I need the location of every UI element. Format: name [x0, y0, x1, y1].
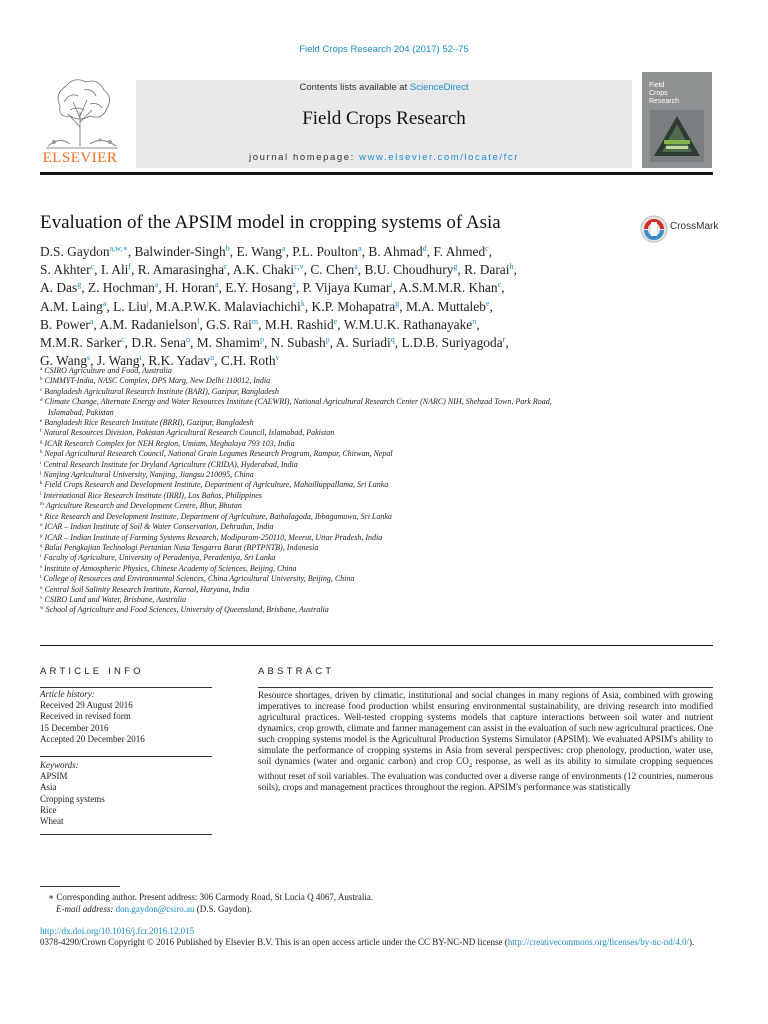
author-line: B. Power$^a$, A.M. Radanielson$^l$, G.S. Rai$^m$, M.H. Rashid$^e$, W.M.U.K. Rathanayake$^n$,	[40, 316, 480, 332]
author	[135, 244, 230, 259]
author-name: A.M. Laing	[40, 298, 103, 314]
article-history	[40, 689, 212, 745]
author-line: A.M. Laing$^a$, L. Liu$^j$, M.A.P.W.K. Malaviachichi$^k$, K.P. Mohapatra$^g$, M.A. Muttaleb$^e$,	[40, 298, 493, 314]
author-affiliation-marker[interactable]: b	[225, 244, 230, 253]
history-item: Received in revised form	[40, 711, 131, 722]
affiliation	[40, 397, 730, 407]
author	[40, 335, 125, 350]
cover-title: Field Crops Research	[649, 82, 679, 105]
history-item: Received 29 August 2016	[40, 700, 133, 711]
author-name: I. Ali	[100, 262, 129, 278]
affiliation	[40, 387, 730, 397]
affiliation-key: w	[40, 606, 44, 612]
affiliation-text: CSIRO Agriculture and Food, Australia	[44, 366, 172, 375]
author	[433, 244, 488, 259]
author	[101, 262, 131, 277]
affiliation-list	[40, 366, 730, 616]
affiliation	[40, 543, 730, 553]
affiliation-text: ICAR Research Complex for NEH Region, Umiam, Meghalaya 793 103, India	[44, 438, 295, 448]
abstract-heading: ABSTRACT	[258, 666, 335, 677]
affiliation-key: v	[40, 595, 43, 601]
author	[40, 280, 81, 295]
history-heading: Article history:	[40, 689, 95, 699]
author-affiliation-marker[interactable]: r	[224, 262, 227, 272]
author-affiliation-marker[interactable]: e	[333, 316, 338, 326]
author-name: F. Ahmed	[433, 244, 486, 259]
author-name: M.H. Rashid	[264, 316, 334, 332]
journal-cover-thumbnail	[642, 72, 712, 168]
author-email-link[interactable]: don.gaydon@csiro.au	[115, 903, 195, 914]
affiliation-key: r	[40, 554, 42, 560]
author	[138, 262, 227, 277]
affiliation-key: e	[40, 419, 43, 425]
history-item: Accepted 20 December 2016	[40, 733, 145, 744]
author-affiliation-marker[interactable]: i	[390, 280, 393, 290]
keywords-end-rule	[40, 834, 212, 835]
affiliation-text: International Rice Research Institute (IRRI), Los Baños, Philippines	[43, 490, 262, 500]
author-name: L.D.B. Suriyagoda	[401, 335, 503, 351]
affiliation	[40, 522, 730, 532]
author	[399, 280, 502, 295]
affiliation-key: i	[40, 460, 42, 466]
author	[401, 335, 505, 350]
crossmark-badge[interactable]	[640, 214, 720, 244]
author-affiliation-marker[interactable]: p	[325, 335, 330, 345]
author-line: G. Wang$^s$, J. Wang$^t$, R.K. Yadav$^u$, C.H. Roth$^v$	[40, 353, 280, 369]
author-affiliation-marker[interactable]: c	[90, 262, 95, 272]
footnote-rule	[40, 886, 120, 887]
keyword: Asia	[40, 782, 57, 793]
author-affiliation-marker[interactable]: o	[186, 335, 191, 345]
author	[365, 262, 458, 277]
sciencedirect-link[interactable]: ScienceDirect	[409, 82, 469, 93]
author	[156, 299, 305, 314]
keyword: Wheat	[40, 816, 64, 827]
author-affiliation-marker[interactable]: m	[251, 316, 259, 326]
affiliation	[40, 418, 730, 428]
affiliation-key: q	[40, 543, 43, 549]
author	[131, 335, 190, 350]
affiliation-text: ICAR – Indian Institute of Farming Systems Research, Modipuram-250110, Meerut, Uttar Pradesh, India	[44, 532, 383, 542]
affiliation-key: f	[40, 429, 42, 435]
author-affiliation-marker[interactable]: e	[485, 298, 490, 308]
author-name: B.U. Choudhury	[364, 262, 454, 278]
author	[40, 299, 106, 314]
author-name: K.P. Mohapatra	[311, 298, 396, 314]
affiliation-key: j	[40, 471, 42, 477]
author-name: G.S. Rai	[206, 316, 252, 332]
author-affiliation-marker[interactable]: c	[497, 280, 502, 290]
author-name: A.K. Chaki	[232, 262, 295, 278]
article-info-rule	[40, 687, 212, 688]
author-name: A. Das	[40, 280, 78, 296]
section-rule	[40, 645, 713, 646]
author-affiliation-marker[interactable]: a	[154, 280, 159, 290]
affiliation-key: m	[40, 502, 44, 508]
author-affiliation-marker[interactable]: a	[102, 298, 107, 308]
author-affiliation-marker[interactable]: t	[139, 353, 142, 363]
affiliation-text: Institute of Atmospheric Physics, Chinese Academy of Sciences, Beijing, China	[43, 563, 297, 573]
affiliation	[40, 470, 730, 480]
author	[225, 280, 296, 295]
author-name: C. Chen	[310, 262, 355, 278]
author-name: D.R. Sena	[131, 335, 187, 351]
affiliation-text: Bangladesh Agricultural Research Institute (BARI), Gazipur, Bangladesh	[44, 386, 279, 396]
journal-citation[interactable]: Field Crops Research 204 (2017) 52–75	[299, 44, 469, 55]
author-affiliation-marker[interactable]: a	[358, 244, 362, 253]
article-info-heading: ARTICLE INFO	[40, 666, 144, 677]
doi-license-block: http://dx.doi.org/10.1016/j.fcr.2016.12.015 0378-4290/Crown Copyright © 2016 Published by Elsevier B.V. This is an open access article under the CC BY-NC-ND license (http://creativecommons.org/licenses/by-nc-nd/4.0/).	[40, 926, 720, 948]
author-affiliation-marker[interactable]: g	[395, 298, 400, 308]
affiliation-text: Faculty of Agriculture, University of Peradeniya, Peradeniya, Sri Lanka	[43, 553, 276, 563]
affiliation	[40, 595, 730, 605]
author-affiliation-marker[interactable]: s	[87, 353, 91, 363]
author-line: D.S. Gaydon$^{a,w,∗}$, Balwinder-Singh$^b$, E. Wang$^a$, P.L. Poulton$^a$, B. Ahmad$^d$, F. Ahmed$^c$,	[40, 244, 493, 259]
author-affiliation-marker[interactable]: r	[502, 335, 506, 345]
affiliation-key: b	[40, 377, 43, 383]
author-name: J. Wang	[96, 353, 140, 369]
affiliation-key: t	[40, 575, 42, 581]
author	[292, 244, 361, 259]
author-affiliation-marker[interactable]: a	[354, 262, 358, 272]
affiliation-key: d	[40, 398, 43, 404]
history-item: 15 December 2016	[40, 722, 109, 733]
author-affiliation-marker[interactable]: k	[300, 298, 305, 308]
author-affiliation-marker[interactable]: d	[422, 244, 427, 253]
affiliation-text: College of Resources and Environmental Sciences, China Agricultural University, Beijing, China	[43, 574, 355, 584]
affiliation-text: Natural Resources Division, Pakistan Agricultural Research Council, Islamabad, Pakistan	[43, 428, 335, 438]
affiliation-key: p	[40, 533, 43, 539]
author-affiliation-marker[interactable]: u	[210, 353, 215, 363]
author-affiliation-marker[interactable]: v	[275, 353, 280, 363]
author-affiliation-marker[interactable]: h	[509, 262, 514, 272]
author-name: E. Wang	[236, 244, 282, 259]
cover-artwork	[650, 110, 704, 162]
author-name: L. Liu	[113, 298, 147, 314]
author	[265, 317, 337, 332]
affiliation-key: u	[40, 585, 43, 591]
author-affiliation-marker[interactable]: q	[390, 335, 395, 345]
affiliation-text: Central Research Institute for Dryland Agriculture (CRIDA), Hyderabad, India	[43, 459, 298, 469]
affiliation-text: Bangladesh Rice Research Institute (BRRI), Gazipur, Bangladesh	[44, 418, 254, 428]
author	[271, 335, 330, 350]
author	[99, 317, 199, 332]
author-affiliation-marker[interactable]: j	[146, 298, 149, 308]
affiliation-key: l	[40, 491, 42, 497]
author-name: M. Shamim	[196, 335, 260, 351]
affiliation-text: Field Crops Research and Development Institute, Department of Agriculture, Mahailluppallama, Sri Lanka	[44, 480, 389, 490]
author	[368, 244, 426, 259]
author	[165, 280, 218, 295]
author	[336, 335, 395, 350]
affiliation-text: CIMMYT-India, NASC Complex, DPS Marg, New Delhi 110012, India	[44, 376, 271, 386]
author-name: M.A. Muttaleb	[405, 298, 486, 314]
affiliation	[40, 605, 730, 615]
author-affiliation-marker[interactable]: a	[214, 280, 219, 290]
author	[40, 262, 94, 277]
author-list	[40, 243, 720, 370]
author	[40, 317, 93, 332]
author-line: S. Akhter$^c$, I. Ali$^f$, R. Amarasingha$^r$, A.K. Chaki$^{c,v}$, C. Chen$^a$, B.U. Choudhury$^g$, R. Darai$^h$,	[40, 262, 517, 278]
keyword: Rice	[40, 804, 57, 815]
author-name: B. Ahmad	[368, 244, 423, 259]
author-name: B. Power	[40, 316, 90, 332]
author-name: Balwinder-Singh	[134, 244, 226, 259]
affiliation	[40, 512, 730, 522]
author-affiliation-marker[interactable]: p	[260, 335, 264, 345]
elsevier-wordmark: ELSEVIER	[42, 150, 118, 166]
abstract-rule	[258, 687, 713, 688]
author	[233, 262, 304, 277]
keywords-block	[40, 760, 212, 827]
author	[406, 299, 490, 314]
affiliation	[40, 501, 730, 511]
affiliation-text: School of Agriculture and Food Sciences, University of Queensland, Brisbane, Australia	[45, 605, 329, 615]
license-link[interactable]: http://creativecommons.org/licenses/by-nc-nd/4.0/	[507, 937, 689, 948]
journal-homepage-link[interactable]: www.elsevier.com/locate/fcr	[359, 152, 520, 163]
header-rule	[40, 172, 713, 175]
affiliation-key: c	[40, 387, 43, 393]
author-name: C.H. Roth	[220, 353, 276, 369]
author-name: R.K. Yadav	[148, 353, 211, 369]
author	[344, 317, 477, 332]
author-affiliation-marker[interactable]: g	[77, 280, 82, 290]
affiliation-key: k	[40, 481, 43, 487]
affiliation	[40, 460, 730, 470]
author	[312, 299, 400, 314]
affiliation-text: Balai Pengkajian Technologi Pertanian Nusa Tengarra Barat (BPTPNTB), Indonesia	[44, 542, 319, 552]
affiliation	[40, 439, 730, 449]
affiliation	[40, 428, 730, 438]
homepage-line: journal homepage: www.elsevier.com/locate/fcr	[248, 152, 520, 163]
author-name: P.L. Poulton	[292, 244, 359, 259]
author-line: A. Das$^g$, Z. Hochman$^a$, H. Horan$^a$, E.Y. Hosang$^a$, P. Vijaya Kumar$^i$, A.S.M.M.R. Khan$^c$,	[40, 280, 505, 296]
affiliation-key: a	[40, 367, 43, 372]
affiliation-key: n	[40, 512, 43, 518]
author	[206, 317, 258, 332]
author-name: A.S.M.M.R. Khan	[398, 280, 498, 296]
affiliation	[40, 480, 730, 490]
author-name: M.A.P.W.K. Malaviachichi	[155, 298, 301, 314]
affiliation	[40, 553, 730, 563]
corresponding-author-footnote: ∗ Corresponding author. Present address: 306 Carmody Road, St Lucia Q 4067, Australia. E-mail address: don.gaydon@csiro.au (D.S. Gaydon).	[48, 892, 374, 914]
author-affiliation-marker[interactable]: c	[121, 335, 125, 345]
author	[303, 280, 393, 295]
author-name: A.M. Radanielson	[99, 316, 198, 332]
author-name: E.Y. Hosang	[225, 280, 293, 296]
author-affiliation-marker[interactable]: n	[472, 316, 477, 326]
journal-header	[40, 72, 712, 170]
affiliation-key: h	[40, 450, 43, 456]
affiliation-text: Rice Research and Development Institute, Department of Agriculture, Bathalagoda, Ibbagamuwa, Sri Lanka	[44, 511, 392, 521]
keyword: APSIM	[40, 771, 68, 782]
doi-link[interactable]: http://dx.doi.org/10.1016/j.fcr.2016.12.015	[40, 926, 195, 936]
keywords-heading: Keywords:	[40, 760, 79, 770]
affiliation-text: CSIRO Land and Water, Brisbane, Australia	[44, 594, 187, 604]
author	[236, 244, 285, 259]
affiliation	[40, 376, 730, 386]
author	[197, 335, 264, 350]
author-affiliation-marker[interactable]: c,v	[294, 262, 304, 272]
author-name: H. Horan	[165, 280, 215, 296]
affiliation-key: o	[40, 523, 43, 529]
author-name: R. Amarasingha	[137, 262, 225, 278]
abstract-text: Resource shortages, driven by climatic, institutional and social changes in many regions of Asia, combined with growing imperatives to increase food production whilst ensuring environmental sustainability, are driving research into modified agricultural practices. Well-tested cropping systems models that capture interactions between soil water and nutrient dynamics, crop growth, climate and farmer management can assist in the evaluation of such new agricultural practices. One such cropping systems model is the Agricultural Production Systems Simulator (APSIM). We evaluated APSIM's ability to simulate the performance of cropping systems in Asia from several perspectives: crop phenology, production, water use, soil dynamics (water and organic carbon) and crop $CO_2$ response, as well as its ability to simulate cropping sequences without reset of soil variables. The evaluation was conducted over a diverse range of environments (12 countries, numerous soils), crops and management practices throughout the region. APSIM's performance was statistically	[258, 690, 713, 793]
author	[464, 262, 513, 277]
author-affiliation-marker[interactable]: a	[282, 244, 286, 253]
author-affiliation-marker[interactable]: l	[197, 316, 200, 326]
author-name: Z. Hochman	[87, 280, 155, 296]
keywords-rule	[40, 756, 212, 757]
author-affiliation-marker[interactable]: a	[89, 316, 94, 326]
affiliation	[40, 366, 730, 376]
crossmark-label: CrossMark	[670, 221, 719, 232]
author-affiliation-marker[interactable]: f	[128, 262, 132, 272]
author-name: S. Akhter	[40, 262, 91, 278]
affiliation-text: Agriculture Research and Development Centre, Bhur, Bhutan	[45, 501, 242, 511]
author-name: W.M.U.K. Rathanayake	[343, 316, 473, 332]
contents-line: Contents lists available at ScienceDirect	[299, 82, 469, 93]
journal-title: Field Crops Research	[302, 108, 466, 129]
affiliation	[40, 574, 730, 584]
journal-masthead	[136, 80, 632, 168]
author-name: P. Vijaya Kumar	[302, 280, 391, 296]
affiliation	[40, 564, 730, 574]
author-name: M.M.R. Sarker	[40, 335, 122, 351]
author	[113, 299, 149, 314]
affiliation-text: Nepal Agricultural Research Council, National Grain Legumes Research Program, Rampur, Chitwan, Nepal	[44, 449, 393, 459]
affiliation-text: Islamabad, Pakistan	[48, 407, 114, 417]
affiliation-text: Nanjing Agricultural University, Nanjing, Jiangsu 210095, China	[43, 470, 254, 480]
author-name: A. Suriadi	[335, 335, 391, 351]
affiliation	[40, 491, 730, 501]
affiliation	[40, 449, 730, 459]
crossmark-icon	[640, 214, 668, 244]
author	[40, 244, 128, 259]
author-affiliation-marker[interactable]: g	[453, 262, 458, 272]
author-name: N. Subash	[270, 335, 326, 351]
author-line: M.M.R. Sarker$^c$, D.R. Sena$^o$, M. Shamim$^p$, N. Subash$^p$, A. Suriadi$^q$, L.D.B. Suriyagoda$^r$,	[40, 335, 509, 351]
author	[88, 280, 159, 295]
affiliation-text: Central Soil Salinity Research Institute, Karnal, Haryana, India	[44, 584, 250, 594]
author	[310, 262, 357, 277]
affiliation-text: ICAR – Indian Institute of Soil & Water Conservation, Dehradun, India	[44, 522, 274, 532]
author-name: D.S. Gaydon	[40, 244, 110, 259]
author-affiliation-marker[interactable]: a	[292, 280, 296, 290]
author-affiliation-marker[interactable]: a,w,∗	[109, 244, 128, 253]
keyword: Cropping systems	[40, 793, 105, 804]
affiliation-text: Climate Change, Alternate Energy and Water Resources Institute (CAEWRI), National Agricultural Research Center (NARC) NIH, Shehzad Town, Park Road,	[44, 397, 552, 407]
affiliation	[40, 408, 730, 418]
affiliation	[40, 585, 730, 595]
affiliation-key: s	[40, 564, 42, 570]
article-title: Evaluation of the APSIM model in cropping systems of Asia	[40, 212, 501, 233]
affiliation	[40, 533, 730, 543]
author-affiliation-marker[interactable]: c	[485, 244, 489, 253]
affiliation-key: g	[40, 439, 43, 445]
author-name: G. Wang	[40, 353, 88, 369]
author-name: R. Darai	[464, 262, 510, 278]
